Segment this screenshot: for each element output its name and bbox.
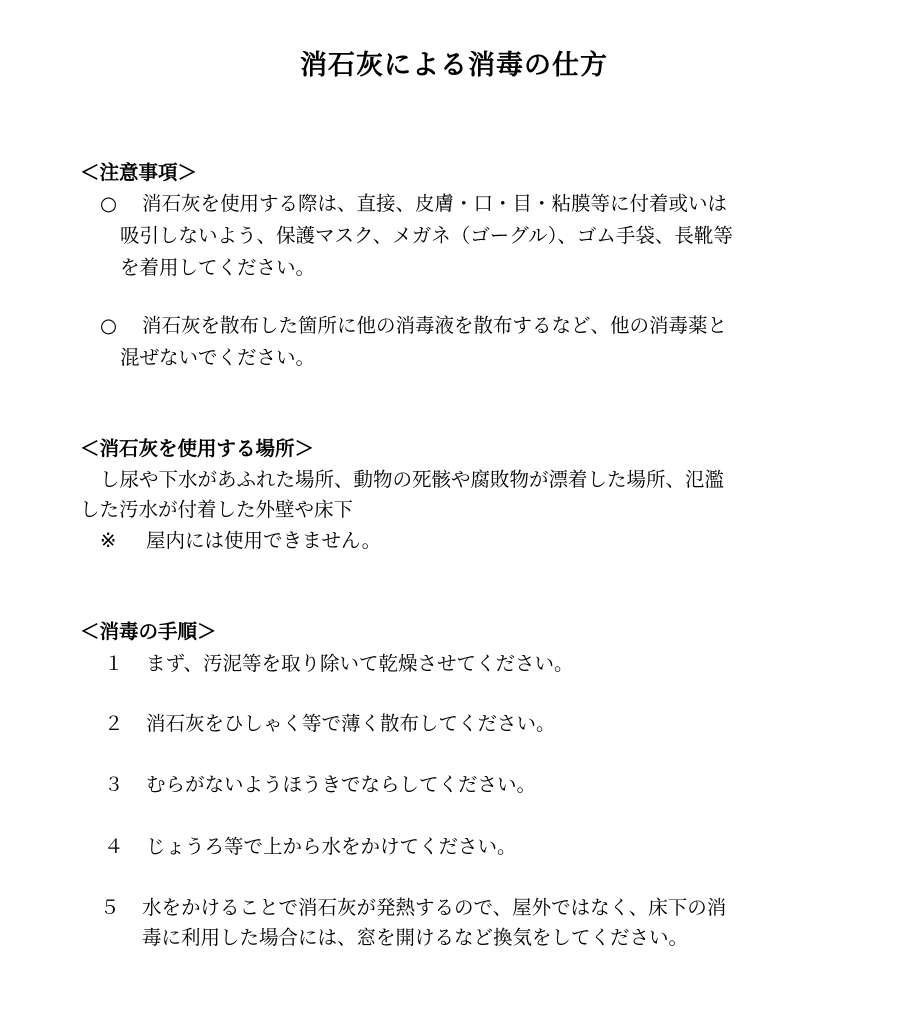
step-4-number: ４ bbox=[104, 835, 124, 858]
step-1-number: １ bbox=[104, 652, 124, 675]
precaution-1-bullet: ○ bbox=[100, 192, 118, 215]
precaution-1-line-1: 消石灰を使用する際は、直接、皮膚・口・目・粘膜等に付着或いは bbox=[142, 192, 728, 215]
step-2-number: ２ bbox=[104, 712, 124, 735]
step-3-number: ３ bbox=[104, 773, 124, 796]
precaution-2-line-1: 消石灰を散布した箇所に他の消毒液を散布するなど、他の消毒薬と bbox=[142, 314, 728, 337]
precaution-1-line-2: 吸引しないよう、保護マスク、メガネ（ゴーグル）、ゴム手袋、長靴等 bbox=[120, 224, 733, 247]
step-4-text: じょうろ等で上から水をかけてください。 bbox=[146, 835, 517, 858]
places-note: 屋内には使用できません。 bbox=[146, 529, 382, 552]
procedure-heading: ＜消毒の手順＞ bbox=[80, 620, 217, 643]
step-1-text: まず、汚泥等を取り除いて乾燥させてください。 bbox=[146, 652, 574, 675]
step-5-number: ５ bbox=[100, 896, 120, 919]
step-5-line-1: 水をかけることで消石灰が発熱するので、屋外ではなく、床下の消 bbox=[142, 896, 727, 919]
places-line-2: した汚水が付着した外壁や床下 bbox=[80, 498, 354, 521]
page-title: 消石灰による消毒の仕方 bbox=[300, 50, 608, 81]
step-3-text: むらがないようほうきでならしてください。 bbox=[146, 773, 537, 796]
step-5-line-2: 毒に利用した場合には、窓を開けるなど換気をしてください。 bbox=[142, 926, 689, 949]
precaution-1-line-3: を着用してください。 bbox=[120, 256, 316, 279]
places-heading: ＜消石灰を使用する場所＞ bbox=[80, 437, 315, 460]
precautions-heading: ＜注意事項＞ bbox=[80, 161, 198, 184]
step-2-text: 消石灰をひしゃく等で薄く散布してください。 bbox=[146, 712, 556, 735]
places-line-1: し尿や下水があふれた場所、動物の死骸や腐敗物が漂着した場所、氾濫 bbox=[100, 468, 725, 491]
precaution-2-bullet: ○ bbox=[100, 314, 118, 337]
precaution-2-line-2: 混ぜないでください。 bbox=[120, 346, 316, 369]
places-note-mark: ※ bbox=[100, 529, 117, 552]
